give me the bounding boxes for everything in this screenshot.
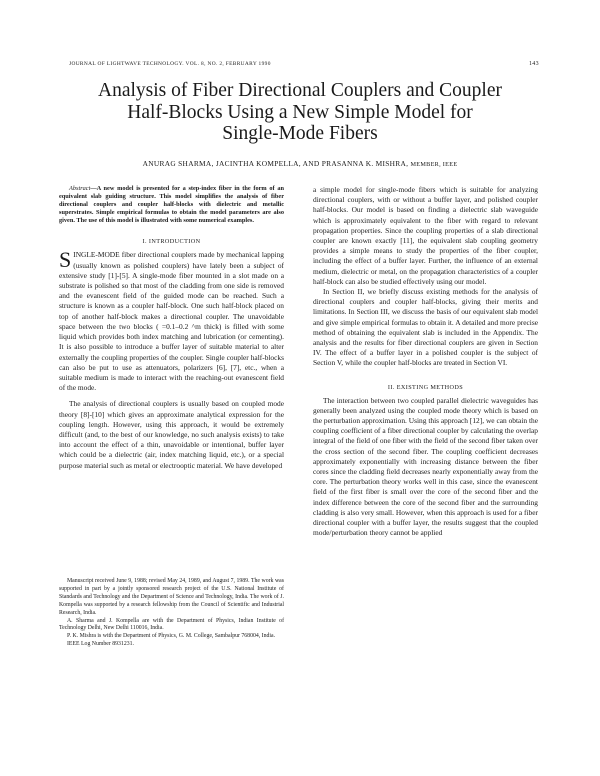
title-line-1: Analysis of Fiber Directional Couplers and Coupler (97, 80, 502, 101)
footnotes (59, 578, 284, 649)
author-list (60, 159, 540, 168)
author-names: ANURAG SHARMA, JACINTHA KOMPELLA, AND PRASANNA K. MISHRA, (142, 159, 409, 168)
running-head (69, 61, 539, 71)
abstract-label: Abstract (69, 185, 91, 192)
intro-paragraph-2: The analysis of directional couplers is usually based on coupled mode theory [8]-[10] which gives an approximate analytical expression for the coupling length. However, using this approach, it would be extremely difficult (and, to the best of our knowledge, no such analysis exists) to take into account the effect of a thin, unavoidable or intentional, buffer layer which could be a dielectric (air, index matching liquid, etc.), or a special purpose material such as metal or electrooptic material. We have developed (59, 399, 284, 470)
drop-cap: S (59, 247, 72, 273)
section-heading-introduction: I. INTRODUCTION (142, 238, 201, 246)
title-line-2: Half-Blocks Using a New Simple Model for (127, 101, 473, 123)
footnote-received: Manuscript received June 9, 1988; revised May 24, 1989, and August 7, 1989. The work was supported in part by a jointly sponsored research project of the U.S. National Institute of Standards and Technology and the Department of Science and Technology, India. The work of J. Kompella was supported by a research fellowship from the Council of Scientific and Industrial Research, India. (59, 578, 284, 616)
existing-methods-paragraph-1: The interaction between two coupled parallel dielectric waveguides has generally been analyzed using the coupled mode theory which is based on the perturbation approximation. Using this approach [12], we can obtain the coupling coefficient of a fiber directional coupler by calculating the overlap integral of the field of one fiber with the field of the second fiber taken over the cross section of the second fiber. The coupling coefficient decreases approximately exponentially with increasing distance between the fiber cores since the cladding field decreases nearly exponentially away from the core. The perturbation theory works well in this case, since the evanescent field of the first fiber is small over the core of the second fiber and the index difference between the core of the second fiber and the surrounding cladding is also very small. However, when this approach is used for a fiber directional coupler with a buffer layer, the results suggest that the coupled mode/perturbation theory cannot be applied (313, 395, 538, 538)
intro-paragraph-1 (59, 247, 284, 393)
journal-citation: JOURNAL OF LIGHTWAVE TECHNOLOGY. VOL. 8, NO. 2, FEBRUARY 1990 (69, 61, 271, 67)
intro-paragraph-4: In Section II, we briefly discuss existing methods for the analysis of directional couplers and coupler half-blocks, giving their merits and limitations. In Section III, we discuss the basis of our equivalent slab model and give simple empirical formulas to obtain it. A detailed and more precise method of obtaining the equivalent slab is included in the Appendix. The analysis and the results for fiber directional couplers are given in Section IV. The effect of a buffer layer in a polished coupler is the subject of Section V, while the coupler half-blocks are treated in Section VI. (313, 287, 538, 368)
intro-paragraph-1-text: INGLE-MODE fiber directional couplers made by mechanical lapping (usually known as polished couplers) have lately been a subject of extensive study [1]-[5]. A single-mode fiber mounted in a slot made on a substrate is polished so that most of the cladding from one side is removed and the evanescent field of the guided mode can be reached. Such a structure is known as a coupler half-block. One such half-block placed on top of another half-block makes a directional coupler. The unavoidable space between the two blocks ( =0.1–0.2 ^m thick) is filled with some liquid which provides both index matching and lubrication (or cementing). It is also possible to introduce a buffer layer of suitable material to alter externally the coupling properties of the coupler. Single coupler half-blocks can also be put to use as attenuators, polarizers [6], [7], etc., when a suitable medium is made to interact with the reaching-out evanescent field of the mode. (59, 250, 284, 393)
footnote-affiliation-2: P. K. Mishra is with the Department of Physics, G. M. College, Sambalpur 768004, India. (67, 633, 276, 640)
right-column (313, 185, 538, 539)
abstract (59, 185, 284, 225)
left-column (59, 185, 284, 471)
section-heading-existing-methods: II. EXISTING METHODS (387, 383, 464, 391)
footnote-log-number: IEEE Log Number 8931231. (67, 641, 134, 648)
footnote-affiliation-1: A. Sharma and J. Kompella are with the Department of Physics, Indian Institute of Technology Delhi, New Delhi 110016, India. (59, 617, 284, 632)
page-number: 143 (528, 61, 539, 67)
abstract-text: —A new model is presented for a step-index fiber in the form of an equivalent slab guiding structure. This model simplifies the analysis of fiber directional couplers and coupler half-blocks with dielectric and metallic superstrates. Simple empirical formulas to obtain the model parameters are also given. The use of this model is illustrated with some numerical examples. (59, 185, 284, 225)
paper-title (60, 80, 540, 145)
intro-paragraph-3: a simple model for single-mode fibers which is suitable for analyzing directional couplers, with or without a buffer layer, and polished coupler half-blocks. Our model is based on finding a dielectric slab waveguide which is approximately equivalent to the fiber with regard to relevant propagation properties. Since the coupling properties of a slab directional coupler are known exactly [11], the equivalent slab coupling geometry provides a simple means to study the properties of the fiber coupler, including the effect of a buffer layer. Further, the influence of an external medium, dielectric or metal, on the propagation characteristics of a coupler half-block can also be studied effectively using our model. (313, 185, 538, 286)
title-line-3: Single-Mode Fibers (222, 123, 378, 144)
author-membership: MEMBER, IEEE (410, 161, 458, 168)
